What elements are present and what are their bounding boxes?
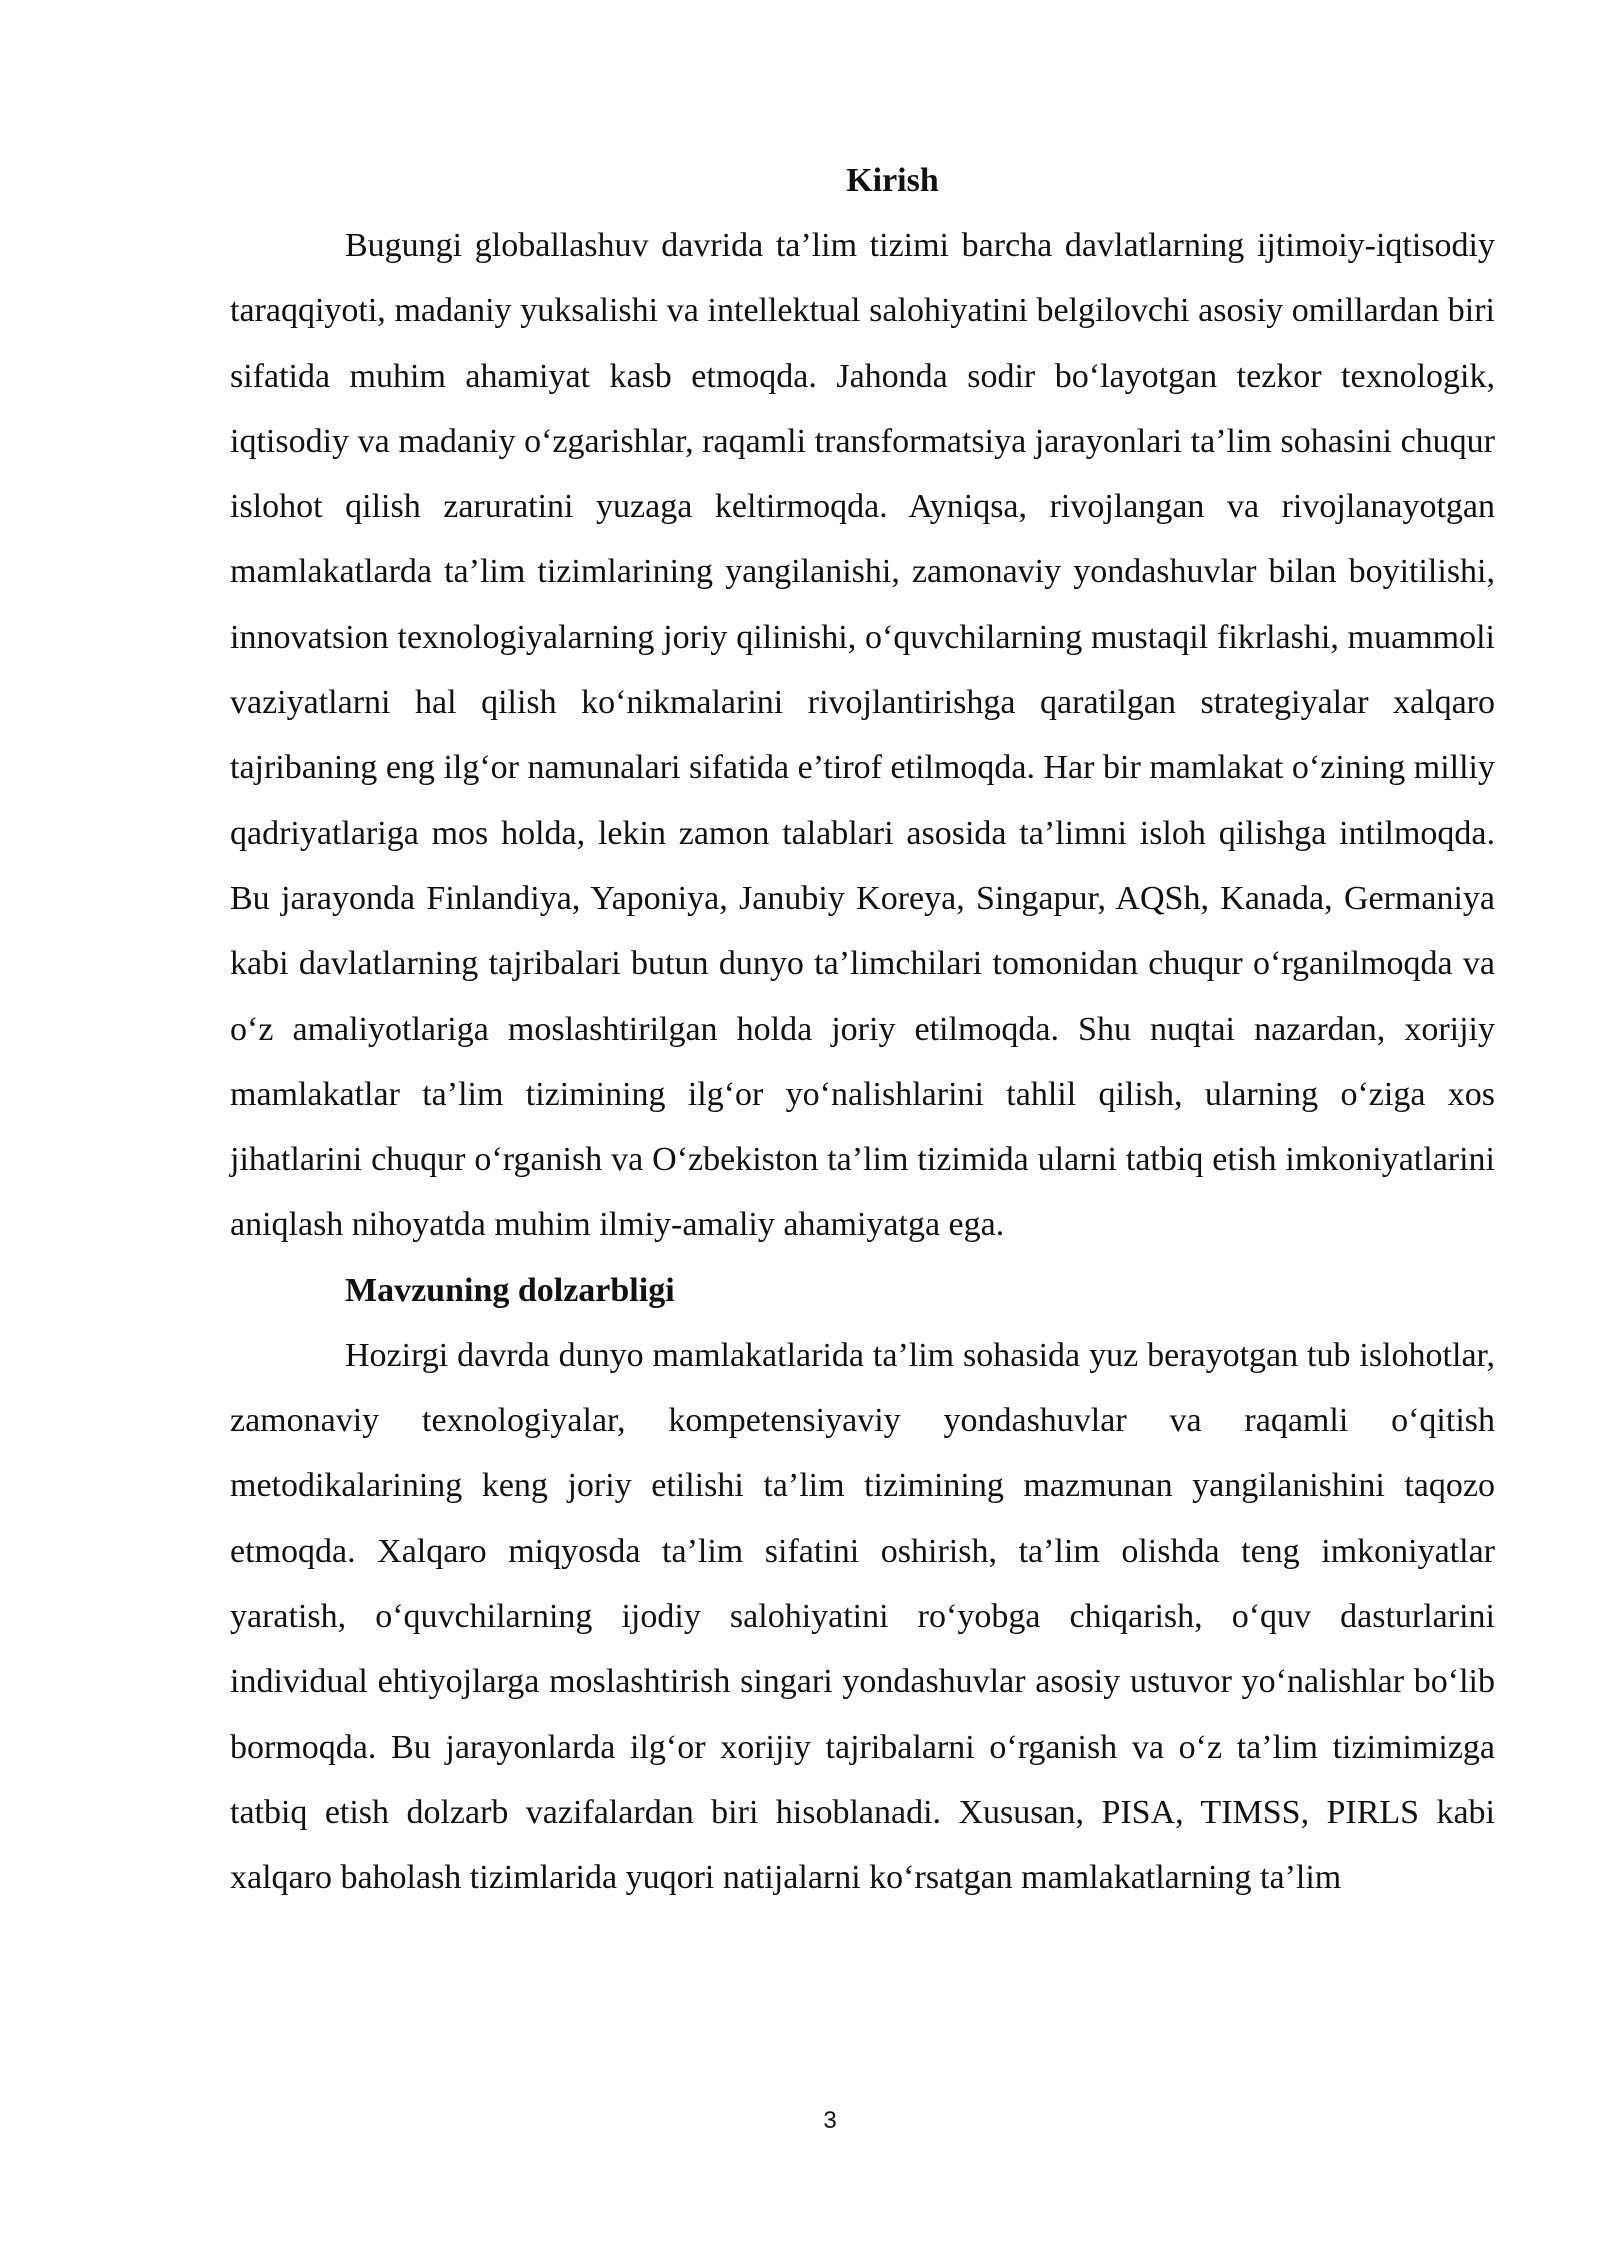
page-title: Kirish bbox=[846, 162, 939, 199]
section-paragraph: Hozirgi davrda dunyo mamlakatlarida ta’lim sohasida yuz berayotgan tub islohotlar, zamonaviy texnologiyalar, kompetensiyaviy yondashuvlar va raqamli o‘qitish metodikalarining keng joriy etilishi ta’lim tizimining mazmunan yangilanishini taqozo etmoqda. Xalqaro miqyosda ta’lim sifatini oshirish, ta’lim olishda teng imkoniyatlar yaratish, o‘quvchilarning ijodiy salohiyatini ro‘yobga chiqarish, o‘quv dasturlarini individual ehtiyojlarga moslashtirish singari yondashuvlar asosiy ustuvor yo‘nalishlar bo‘lib bormoqda. Bu jarayonlarda ilg‘or xorijiy tajribalarni o‘rganish va o‘z ta’lim tizimimizga tatbiq etish dolzarb vazifalardan biri hisoblanadi. Xususan, PISA, TIMSS, PIRLS kabi xalqaro baholash tizimlarida yuqori natijalarni ko‘rsatgan mamlakatlarning ta’lim bbox=[230, 1336, 1495, 1897]
intro-paragraph: Bugungi globallashuv davrida ta’lim tizimi barcha davlatlarning ijtimoiy-iqtisodiy taraqqiyoti, madaniy yuksalishi va intellektual salohiyatini belgilovchi asosiy omillardan biri sifatida muhim ahamiyat kasb etmoqda. Jahonda sodir bo‘layotgan tezkor texnologik, iqtisodiy va madaniy o‘zgarishlar, raqamli transformatsiya jarayonlari ta’lim sohasini chuqur islohot qilish zaruratini yuzaga keltirmoqda. Ayniqsa, rivojlangan va rivojlanayotgan mamlakatlarda ta’lim tizimlarining yangilanishi, zamonaviy yondashuvlar bilan boyitilishi, innovatsion texnologiyalarning joriy qilinishi, o‘quvchilarning mustaqil fikrlashi, muammoli vaziyatlarni hal qilish ko‘nikmalarini rivojlantirishga qaratilgan strategiyalar xalqaro tajribaning eng ilg‘or namunalari sifatida e’tirof etilmoqda. Har bir mamlakat o‘zining milliy qadriyatlariga mos holda, lekin zamon talablari asosida ta’limni isloh qilishga intilmoqda. Bu jarayonda Finlandiya, Yaponiya, Janubiy Koreya, Singapur, AQSh, Kanada, Germaniya kabi davlatlarning tajribalari butun dunyo ta’limchilari tomonidan chuqur o‘rganilmoqda va o‘z amaliyotlariga moslashtirilgan holda joriy etilmoqda. Shu nuqtai nazardan, xorijiy mamlakatlar ta’lim tizimining ilg‘or yo‘nalishlarini tahlil qilish, ularning o‘ziga xos jihatlarini chuqur o‘rganish va O‘zbekiston ta’lim tizimida ularni tatbiq etish imkoniyatlarini aniqlash nihoyatda muhim ilmiy-amaliy ahamiyatga ega. bbox=[230, 227, 1495, 1244]
page-number: 3 bbox=[823, 2107, 837, 2134]
page-content bbox=[230, 148, 1495, 1910]
section-heading: Mavzuning dolzarbligi bbox=[345, 1271, 675, 1309]
